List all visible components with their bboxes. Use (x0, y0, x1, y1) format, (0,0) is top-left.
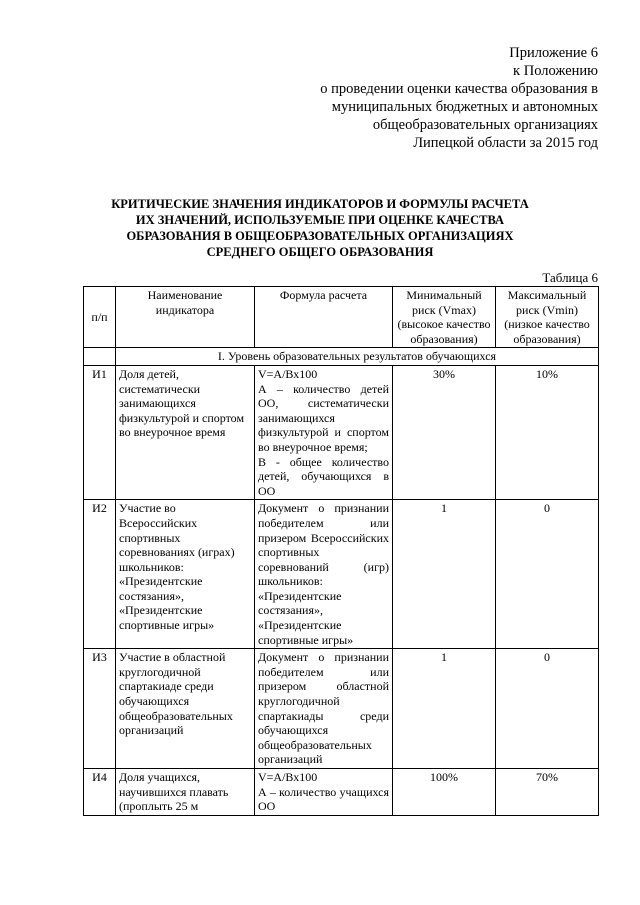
header-name: Наименование индикатора (116, 287, 255, 348)
title-line: ОБРАЗОВАНИЯ В ОБЩЕОБРАЗОВАТЕЛЬНЫХ ОРГАНИЗАЦИЯХ (126, 229, 514, 243)
title-line: КРИТИЧЕСКИЕ ЗНАЧЕНИЯ ИНДИКАТОРОВ И ФОРМУЛЫ РАСЧЕТА (111, 197, 529, 211)
title-line: ИХ ЗНАЧЕНИЙ, ИСПОЛЬЗУЕМЫЕ ПРИ ОЦЕНКЕ КАЧЕСТВА (135, 213, 505, 227)
table-header-row (84, 287, 599, 348)
indicator-name: Доля учащихся, научившихся плавать (проплыть 25 м (116, 769, 255, 816)
formula-line: Документ о признании победителем или призером областной круглогодичной спартакиады среди обучающихся общеобразовательных организаций (258, 650, 389, 767)
document-title (60, 196, 580, 260)
title-line: СРЕДНЕГО ОБЩЕГО ОБРАЗОВАНИЯ (206, 245, 434, 259)
section-title: I. Уровень образовательных результатов обучающихся (116, 348, 599, 366)
table-row (84, 365, 599, 499)
max-risk-value: 0 (496, 500, 599, 649)
header-num: п/п (84, 287, 116, 348)
indicator-name: Участие во Всероссийских спортивных соревнованиях (играх) школьников: «Президентские состязания», «Президентские спортивные игры» (116, 500, 255, 649)
header-formula: Формула расчета (255, 287, 393, 348)
indicator-code: И2 (84, 500, 116, 649)
max-risk-value: 10% (496, 365, 599, 499)
min-risk-value: 1 (393, 500, 496, 649)
appendix-line: общеобразовательных организациях (372, 117, 598, 133)
indicator-code: И1 (84, 365, 116, 499)
appendix-line: муниципальных бюджетных и автономных (331, 99, 598, 115)
formula-line: В - общее количество детей, обучающихся в ОО (258, 454, 389, 498)
table-row (84, 500, 599, 649)
min-risk-value: 30% (393, 365, 496, 499)
indicator-formula (255, 769, 393, 816)
table-label: Таблица 6 (542, 270, 598, 285)
section-row (84, 348, 599, 366)
header-max-risk: Максимальный риск (Vmin) (низкое качество образования) (496, 287, 599, 348)
indicator-formula (255, 649, 393, 769)
min-risk-value: 1 (393, 649, 496, 769)
appendix-line: к Положению (513, 63, 598, 79)
indicator-formula (255, 500, 393, 649)
formula-line: А – количество учащихся ОО (258, 784, 389, 814)
table-body (84, 365, 599, 815)
indicator-table (83, 286, 599, 816)
indicator-name: Участие в областной круглогодичной спартакиаде среди обучающихся общеобразовательных организаций (116, 649, 255, 769)
indicator-code: И4 (84, 769, 116, 816)
appendix-line: Приложение 6 (509, 45, 598, 61)
table-row (84, 649, 599, 769)
formula-line: Документ о признании победителем или призером Всероссийских спортивных соревнований (игр) школьников: «Президентские состязания», «Президентские спортивные игры» (258, 501, 389, 647)
header-min-risk: Минимальный риск (Vmax) (высокое качество образования) (393, 287, 496, 348)
formula-line: V=А/Вх100 (258, 770, 318, 784)
section-num (84, 348, 116, 366)
appendix-line: о проведении оценки качества образования в (320, 81, 598, 97)
formula-line: V=А/Вх100 (258, 366, 318, 381)
max-risk-value: 0 (496, 649, 599, 769)
min-risk-value: 100% (393, 769, 496, 816)
max-risk-value: 70% (496, 769, 599, 816)
appendix-block (178, 44, 598, 152)
formula-line: А – количество детей ОО, систематически занимающихся физкультурой и спортом во внеурочное время; (258, 381, 389, 454)
indicator-name: Доля детей, систематически занимающихся физкультурой и спортом во внеурочное время (116, 365, 255, 499)
table-row (84, 769, 599, 816)
appendix-line: Липецкой области за 2015 год (413, 135, 598, 151)
indicator-code: И3 (84, 649, 116, 769)
indicator-formula (255, 365, 393, 499)
